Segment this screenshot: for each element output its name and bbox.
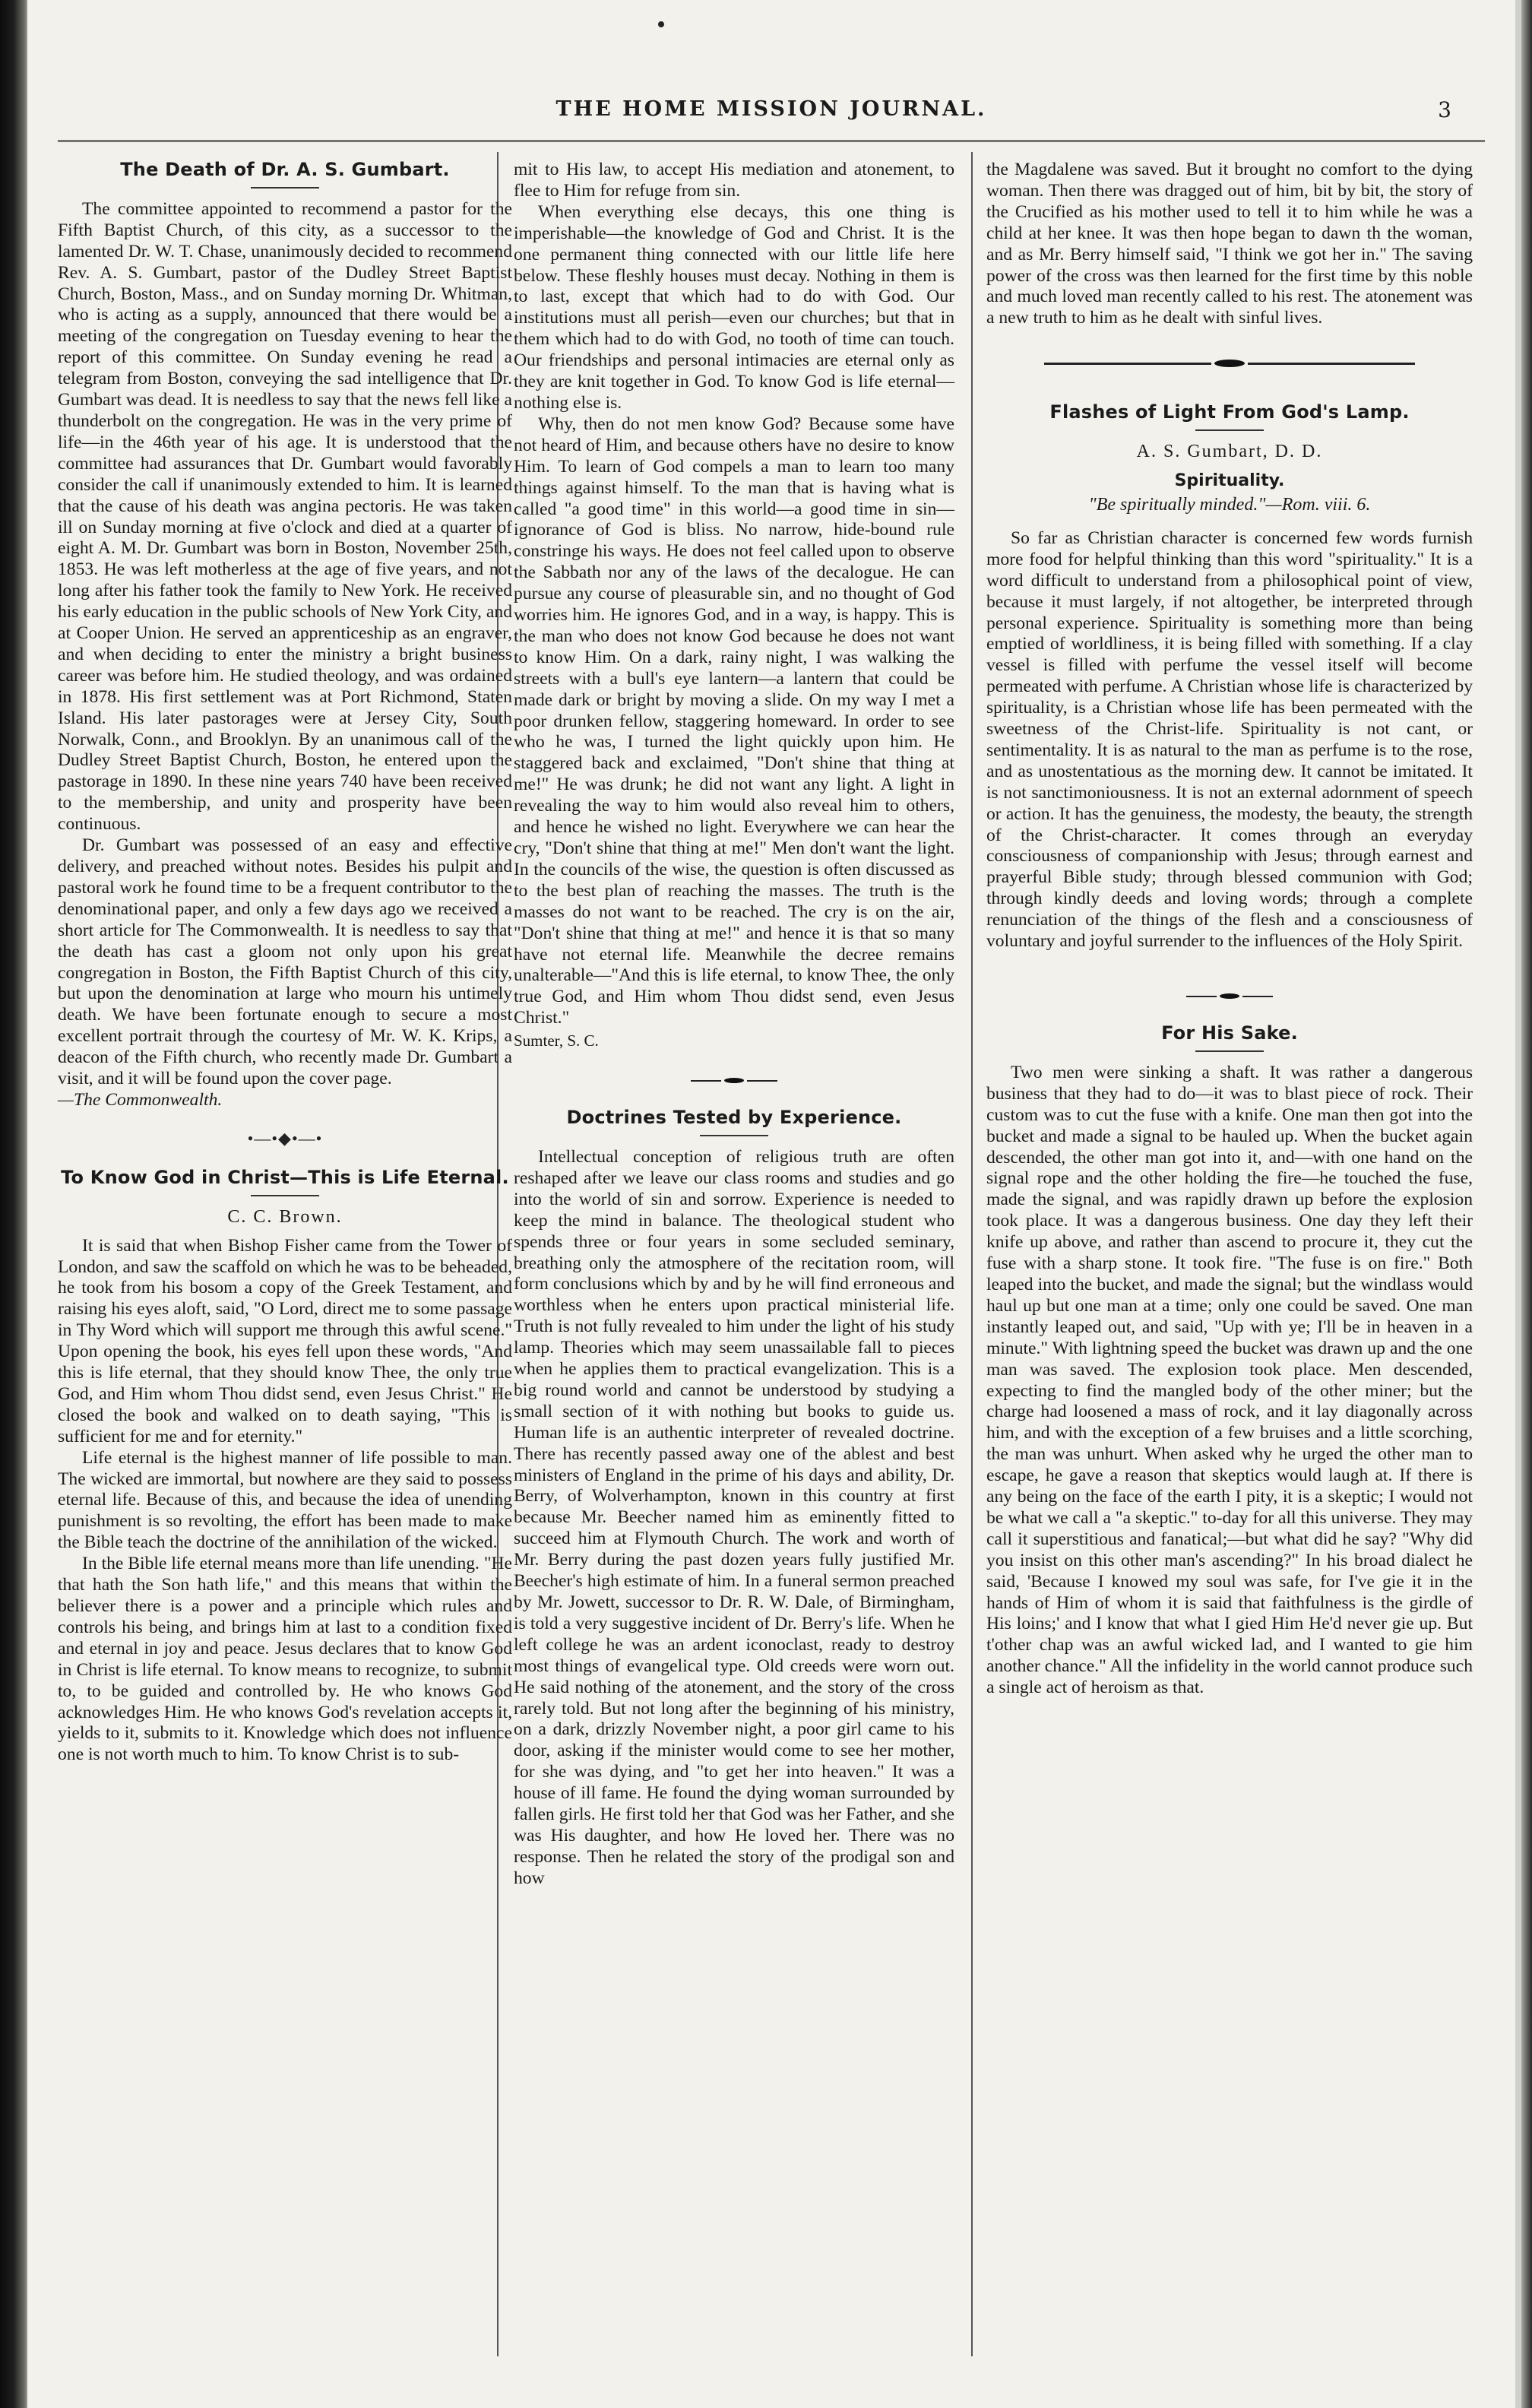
column-1	[58, 160, 512, 1766]
article-to-know-god-continued	[514, 160, 954, 1052]
article-paragraph: Dr. Gumbart was possessed of an easy and effective delivery, and preached without notes. Besides his pulpit and pastoral work he found time to be a frequent contributor to the denominational paper, and only a few days ago we received a short article for The Commonwealth. It is needless to say that the death has cast a gloom not only upon his great congregation in Boston, the Fifth Baptist Church of this city, but upon the denomination at large who mourn his untimely death. We have been fortunate enough to secure a most excellent portrait through the courtesy of Mr. W. K. Krips, a deacon of the Fifth church, who recently made Dr. Gumbart a visit, and it will be found upon the cover page.	[58, 835, 512, 1089]
title-rule	[1195, 1050, 1264, 1052]
section-ornament	[986, 360, 1473, 367]
article-paragraph: When everything else decays, this one thing is imperishable—the knowledge of God and Christ. It is the one permanent thing connected with our little life here below. These fleshly houses must decay. Nothing in them is to last, except that which had to do with God. Our institutions must all perish—even our churches; but that in them which had to do with God, no tooth of time can touch. Our friendships and personal intimacies are eternal only as they are knit together in God. To know God is life eternal—nothing else is.	[514, 201, 954, 413]
article-title: Flashes of Light From God's Lamp.	[1049, 401, 1410, 423]
page-number: 3	[1438, 97, 1451, 122]
article-paragraph: So far as Christian character is concerned few words furnish more food for helpful thinking than this word "spirituality." It is a word difficult to understand from a philosophical point of view, because it must largely, if not altogether, be interpreted through personal experience. Spirituality is something more than being emptied of worldliness, it is being filled with something. If a clay vessel is filled with perfume the vessel itself will become permeated with perfume. A Christian whose life is characterized by spirituality, is a Christian whose life has been permeated with the sweetness of the Christ-life. Spirituality is not cant, or sentimentality. It is as natural to the man as perfume is to the rose, and as unostentatious as the morning dew. It cannot be imitated. It is not sanctimoniousness. It is not an external adornment of speech or action. It has the genuiness, the modesty, the beauty, the strength of the Christ-character. It comes through an everyday consciousness of companionship with Jesus; through earnest and prayerful Bible study; through blessed communion with God; through kindly deeds and loving words; through a complete renunciation of the things of the flesh and a consciousness of voluntary and joyful surrender to the influences of the Holy Spirit.	[986, 528, 1473, 952]
article-flashes-of-light	[986, 402, 1473, 952]
article-paragraph: The committee appointed to recommend a pastor for the Fifth Baptist Church, of this city, as a successor to the lamented Dr. W. T. Chase, unanimously decided to recommend Rev. A. S. Gumbart, pastor of the Dudley Street Baptist Church, Boston, Mass., and on Sunday morning Dr. Whitman, who is acting as a supply, announced that there would be a meeting of the congregation on Tuesday evening to hear the report of this committee. On Sunday evening he read a telegram from Boston, conveying the sad intelligence that Dr. Gumbart was dead. It is needless to say that the news fell like a thunderbolt on the congregation. He was in the very prime of life—in the 46th year of his age. It is understood that the committee had assurances that Dr. Gumbart would favorably consider the call if unanimously extended to him. It is learned that the cause of his death was angina pectoris. He was taken ill on Sunday morning at five o'clock and died at a quarter of eight A. M. Dr. Gumbart was born in Boston, November 25th, 1853. He was left motherless at the age of five years, and not long after his father took the family to New York. He received his early education in the public schools of New York City, and at Cooper Union. He served an apprenticeship as an engraver, and when deciding to enter the ministry a bright business career was before him. He studied theology, and was ordained in 1878. His first settlement was at Port Richmond, Staten Island. His later pastorages were at Jersey City, South Norwalk, Conn., and Brooklyn. By an unanimous call of the Dudley Street Baptist Church, Boston, he entered upon the pastorage in 1890. In these nine years 740 have been received to the membership, and unity and prosperity have been continuous.	[58, 198, 512, 835]
article-title: The Death of Dr. A. S. Gumbart.	[120, 159, 450, 180]
article-paragraph: Life eternal is the highest manner of life possible to man. The wicked are immortal, but nowhere are they said to possess eternal life. Because of this, and because the idea of unending punishment is so revolting, the effort has been made to make the Bible teach the doctrine of the annihilation of the wicked.	[58, 1447, 512, 1553]
title-rule	[1195, 429, 1264, 431]
section-ornament: •—•◆•—•	[247, 1128, 323, 1148]
article-title: Doctrines Tested by Experience.	[566, 1107, 902, 1129]
article-paragraph: the Magdalene was saved. But it brought no comfort to the dying woman. Then there was dragged out of him, bit by bit, the story of the Crucified as his mother used to tell it to him while he was a child at her knee. It was then hope began to dawn th the woman, and as Mr. Berry himself said, "I think we got her in." The saving power of the cross was then learned for the first time by this noble and much loved man recently called to his rest. The atonement was a new truth to him as he dealt with sinful lives.	[986, 160, 1473, 328]
section-ornament	[986, 993, 1473, 999]
article-title: For His Sake.	[1161, 1022, 1298, 1044]
article-byline: C. C. Brown.	[227, 1206, 343, 1227]
article-to-know-god	[58, 1168, 512, 1766]
column-3	[986, 160, 1473, 1699]
scan-shadow-left	[0, 0, 30, 2408]
section-ornament	[514, 1078, 954, 1083]
scan-shadow-right	[1521, 0, 1532, 2408]
page-header	[27, 97, 1515, 128]
article-title: To Know God in Christ—This is Life Eternal.	[61, 1166, 509, 1188]
article-epigraph: "Be spiritually minded."—Rom. viii. 6.	[1088, 494, 1371, 515]
article-doctrines-tested-continued	[986, 160, 1473, 329]
header-rule	[58, 140, 1485, 145]
title-rule	[700, 1135, 768, 1136]
article-death-of-gumbart	[58, 160, 512, 1111]
article-doctrines-tested	[514, 1107, 954, 1890]
column-2	[514, 160, 954, 1890]
article-signature: Sumter, S. C.	[514, 1031, 599, 1050]
article-paragraph: Why, then do not men know God? Because some have not heard of Him, and because others have no desire to know Him. To learn of God compels a man to learn too many things against himself. To the man that is having what is called "a good time" in this world—a good time in sin—ignorance of God is bliss. No narrow, hide-bound rule constringe his ways. He does not feel called upon to observe the Sabbath nor any of the laws of the decalogue. He can pursue any course of pleasurable sin, and no thought of God worries him. He ignores God, and in a way, is happy. This is the man who does not know God because he does not want to know Him. On a dark, rainy night, I was walking the streets with a bull's eye lantern—a lantern that could be made dark or bright by moving a slide. On my way I met a poor drunken fellow, staggering homeward. In order to see who he was, I turned the light quickly upon him. He staggered back and exclaimed, "Don't shine that thing at me!" He was drunk; he did not want any light. A light in revealing the way to him would also reveal him to others, and hence he wished no light. Everywhere we can hear the cry, "Don't shine that thing at me!" Men don't want the light. In the councils of the wise, the question is often discussed as to the best plan of reaching the masses. The truth is the masses do not want to be reached. The cry is on the air, "Don't shine that thing at me!" and hence it is that so many have not eternal life. Meanwhile the decree remains unalterable—"And this is life eternal, to know Thee, the only true God, and Him whom Thou didst send, even Jesus Christ."	[514, 413, 954, 1028]
article-paragraph: In the Bible life eternal means more than life unending. "He that hath the Son hath life," and this means that within the believer there is a power and a principle which rules and controls his being, and brings him at last to a condition fixed and eternal in joy and peace. Jesus declares that to know God in Christ is life eternal. To know means to recognize, to submit to, to be guided and controlled by. He who knows God acknowledges Him. He who knows God's revelation accepts it, yields to it, submits to it. Knowledge which does not influence one is not worth much to him. To know Christ is to sub-	[58, 1554, 512, 1765]
title-rule	[251, 1195, 319, 1196]
print-mark	[658, 21, 664, 27]
article-paragraph: Two men were sinking a shaft. It was rather a dangerous business that they had to do—it was to blast piece of rock. Their custom was to cut the fuse with a knife. One man then got into the bucket and made a signal to be hauled up. When the bucket again descended, the other man got into it, and—with one hand on the signal rope and the other holding the fire—he touched the fuse, made the signal, and was rapidly drawn up before the explosion took place. It was a dangerous business. One day they left their knife up above, and rather than ascend to procure it, they cut the fuse with a sharp stone. It took fire. "The fuse is on fire." Both leaped into the bucket, and made the signal; but the windlass would haul up but one man at a time; only one could be saved. One man instantly leaped out, and said, "Up with ye; I'll be in heaven in a minute." With lightning speed the bucket was drawn up and the one man was saved. The explosion took place. Men descended, expecting to find the mangled body of the other miner; but the charge had loosened a mass of rock, and it lay diagonally across him, and with the exception of a few bruises and a little scorching, the man was unhurt. When asked why he urged the other man to escape, he gave a reason that skeptics would laugh at. If there is any being on the face of the earth I pity, it is a skeptic; I would not be what we call a "a skeptic." to-day for all this universe. They may call it superstitious and fanatical;—but what did he say? "Why did you insist on this other man's ascending?" In his broad dialect he said, 'Because I knowed my soul was safe, for I've gie it in the hands of Him of whom it is said that faithfulness is the girdle of His loins;' and I know that what I gied Him He'd never gie up. But t'other chap was an awful wicked lad, and I wanted to gie him another chance." All the infidelity in the world cannot produce such a single act of heroism as that.	[986, 1062, 1473, 1698]
column-divider	[971, 152, 973, 2356]
article-for-his-sake	[986, 1023, 1473, 1699]
title-rule	[251, 187, 319, 189]
article-subhead: Spirituality.	[1174, 471, 1285, 491]
article-paragraph: mit to His law, to accept His mediation and atonement, to flee to Him for refuge from sin.	[514, 160, 954, 201]
article-source: —The Commonwealth.	[58, 1089, 223, 1110]
journal-page	[27, 0, 1515, 2408]
article-paragraph: Intellectual conception of religious truth are often reshaped after we leave our class rooms and studies and go into the world of sin and sorrow. Experience is needed to keep the mind in balance. The theological student who spends three or four years in some secluded seminary, breathing only the atmosphere of the recitation room, will form conclusions which by and by he will find erroneous and worthless when he enters upon practical ministerial life. Truth is not fully revealed to him under the light of his study lamp. Theories which may seem unassailable fall to pieces when he applies them to practical evangelization. This is a big round world and cannot be understood by studying a small section of it with nothing but books to guide us. Human life is an authentic interpreter of revealed doctrine. There has recently passed away one of the ablest and best ministers of England in the prime of his days and ability, Dr. Berry, of Wolverhampton, known in this country at first because Mr. Beecher named him as eminently fitted to succeed him at Flymouth Church. The work and worth of Mr. Berry during the past dozen years fully justified Mr. Beecher's high estimate of him. In a funeral sermon preached by Mr. Jowett, successor to Dr. R. W. Dale, of Birmingham, is told a very suggestive incident of Dr. Berry's life. When he left college he was an ardent iconoclast, ready to destroy most things of evangelical type. Old creeds were worn out. He said nothing of the atonement, and the story of the cross rarely told. But not long after the beginning of his ministry, on a dark, drizzly November night, a poor girl came to his door, asking if the minister would come to see her mother, for she was dying, and "to get her into heaven." It was a house of ill fame. He found the dying woman surrounded by fallen girls. He first told her that God was her Father, and she was His daughter, and how He loved her. There was no response. Then he related the story of the prodigal son and how	[514, 1146, 954, 1888]
article-paragraph: It is said that when Bishop Fisher came from the Tower of London, and saw the scaffold on which he was to be beheaded, he took from his bosom a copy of the Greek Testament, and raising his eyes aloft, said, "O Lord, direct me to some passage in Thy Word which will support me through this awful scene." Upon opening the book, his eyes fell upon these words, "And this is life eternal, that they should know Thee, the only true God, and Him whom Thou didst send, even Jesus Christ." He closed the book and walked on to death saying, "This is sufficient for me and for eternity."	[58, 1235, 512, 1446]
running-title: THE HOME MISSION JOURNAL.	[556, 97, 987, 121]
article-byline: A. S. Gumbart, D. D.	[1136, 442, 1323, 462]
